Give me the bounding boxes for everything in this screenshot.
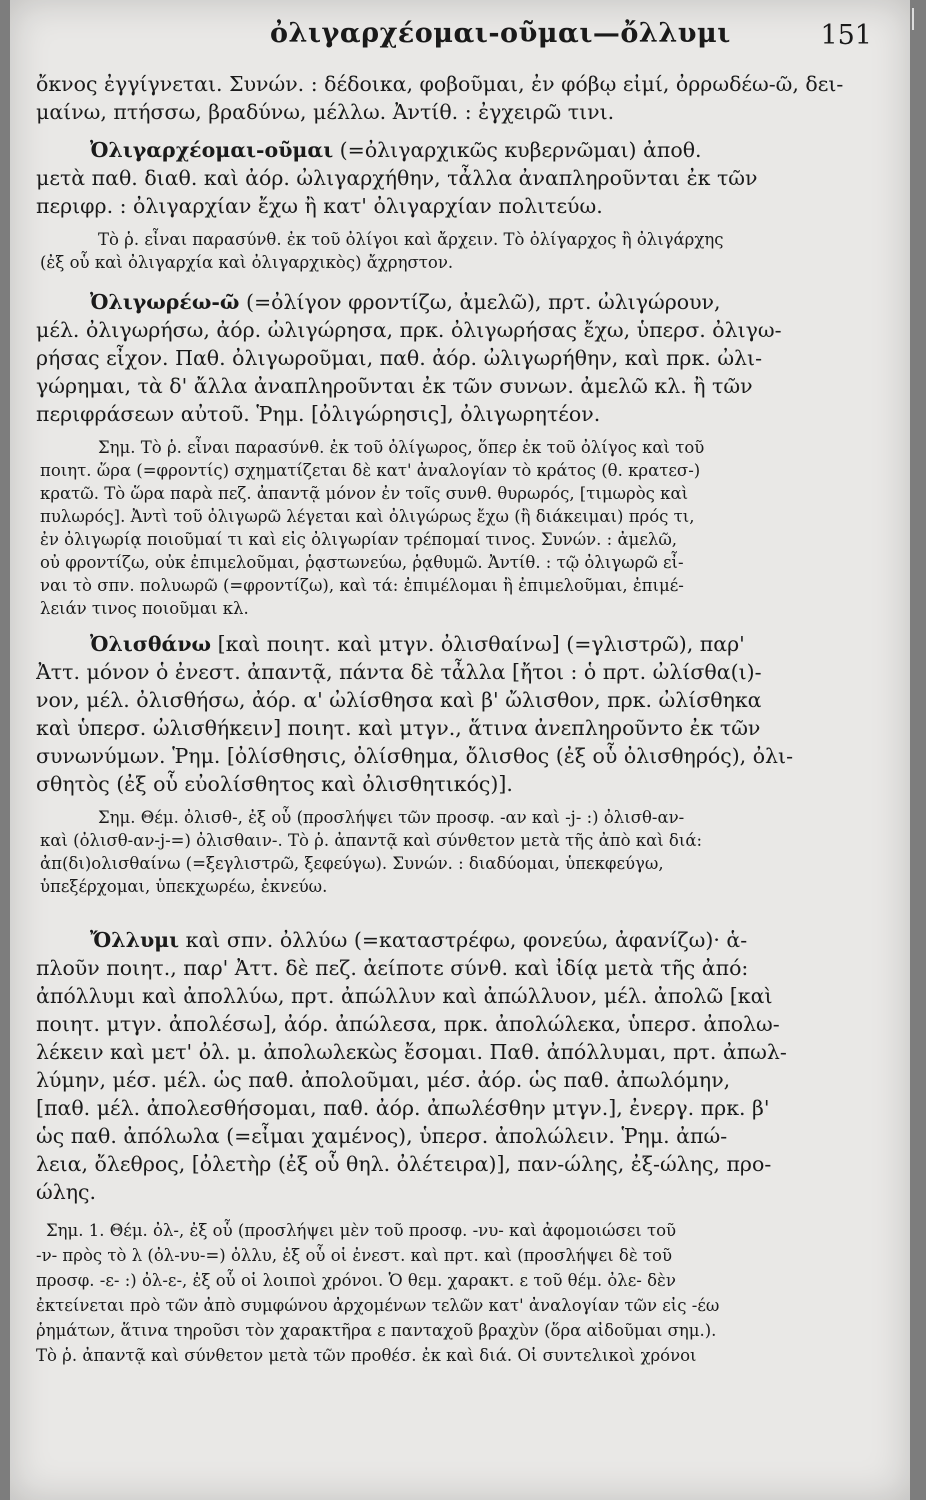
entry-oligoreo-note: [36, 436, 878, 620]
text-line: μετὰ παθ. διαθ. καὶ ἀόρ. ὠλιγαρχήθην, τἆλλα ἀναπληροῦνται ἐκ τῶν: [36, 166, 758, 190]
text-line: ώλης.: [36, 1180, 96, 1204]
text-line: [παθ. μέλ. ἀπολεσθήσομαι, παθ. ἀόρ. ἀπωλέσθην μτγν.], ἐνεργ. πρκ. β': [36, 1096, 770, 1120]
running-header: ὀλιγαρχέομαι-οῦμαι—ὄλλυμι: [270, 18, 731, 49]
page-edge-mark: [912, 8, 914, 30]
entry-lemma: Ὄλλυμι: [90, 928, 180, 952]
text-line: ὡς παθ. ἀπόλωλα (=εἶμαι χαμένος), ὑπερσ. ἀπολώλειν. Ῥημ. ἀπώ-: [36, 1124, 728, 1148]
note-line: ποιητ. ὥρα (=φροντίς) σχηματίζεται δὲ κατ' ἀναλογίαν τὸ κράτος (θ. κρατεσ-): [40, 461, 701, 480]
footnote-line: Σημ. 1. Θέμ. ὀλ-, ἐξ οὗ (προσλήψει μὲν τοῦ προσφ. -νυ- καὶ ἀφομοιώσει τοῦ: [46, 1221, 677, 1240]
footnote-line: -ν- πρὸς τὸ λ (ὀλ-νυ-=) ὀλλυ, ἐξ οὗ οἱ ἐνεστ. καὶ πρτ. καὶ (προσλήψει δὲ τοῦ: [36, 1246, 673, 1265]
entry-oligarchoumai-note: [36, 228, 878, 274]
note-line: ἀπ(δι)ολισθαίνω (=ξεγλιστρῶ, ξεφεύγω). Συνών. : διαδύομαι, ὑπεκφεύγω,: [40, 854, 664, 873]
entry-lemma: Ὀλιγαρχέομαι-οῦμαι: [90, 138, 334, 162]
text-line: περιφράσεων αὐτοῦ. Ῥημ. [ὀλιγώρησις], ὀλιγωρητέον.: [36, 402, 601, 426]
text-line: (=ὀλιγαρχικῶς κυβερνῶμαι) ἀποθ.: [339, 138, 702, 162]
entry-oligarchoumai: [36, 136, 878, 220]
note-line: κρατῶ. Τὸ ὥρα παρὰ πεζ. ἀπαντᾷ μόνον ἐν τοῖς συνθ. θυρωρός, [τιμωρὸς καὶ: [40, 484, 689, 503]
note-line: (ἐξ οὗ καὶ ὀλιγαρχία καὶ ὀλιγαρχικὸς) ἄχρηστον.: [40, 253, 454, 272]
footnote-line: ἐκτείνεται πρὸ τῶν ἀπὸ συμφώνου ἀρχομένων τελῶν κατ' ἀναλογίαν τῶν εἰς -έω: [36, 1296, 720, 1315]
text-line: σθητὸς (ἐξ οὗ εὐολίσθητος καὶ ὀλισθητικός)].: [36, 772, 513, 796]
entry-oligoreo: [36, 288, 878, 428]
continuation-paragraph: [36, 70, 878, 126]
entry-lemma: Ὀλισθάνω: [90, 632, 212, 656]
footnote: [36, 1218, 878, 1368]
text-line: (=ὀλίγον φροντίζω, ἀμελῶ), πρτ. ὠλιγώρουν,: [245, 290, 721, 314]
book-page: [10, 0, 910, 1500]
text-line: λεια, ὄλεθρος, [ὀλετὴρ (ἐξ οὗ θηλ. ὀλέτειρα)], παν-ώλης, ἐξ-ώλης, προ-: [36, 1152, 772, 1176]
note-line: ὑπεξέρχομαι, ὑπεκχωρέω, ἐκνεύω.: [40, 877, 328, 896]
text-line: ἀπόλλυμι καὶ ἀπολλύω, πρτ. ἀπώλλυν καὶ ἀπώλλυον, μέλ. ἀπολῶ [καὶ: [36, 984, 773, 1008]
note-line: ναι τὸ σπν. πολυωρῶ (=φροντίζω), καὶ τά: ἐπιμέλομαι ἢ ἐπιμελοῦμαι, ἐπιμέ-: [40, 576, 684, 595]
note-line: καὶ (ὀλισθ-αν-j-=) ὀλισθαιν-. Τὸ ῥ. ἀπαντᾷ καὶ σύνθετον μετὰ τῆς ἀπὸ καὶ διά:: [40, 831, 703, 850]
text-line: καὶ σπν. ὀλλύω (=καταστρέφω, φονεύω, ἀφανίζω)· ἁ-: [185, 928, 748, 952]
footnote-line: προσφ. -ε- :) ὀλ-ε-, ἐξ οὗ οἱ λοιποὶ χρόνοι. Ὁ θεμ. χαρακτ. ε τοῦ θέμ. ὀλε- δὲν: [36, 1271, 676, 1290]
text-line: Ἀττ. μόνον ὁ ἐνεστ. ἀπαντᾷ, πάντα δὲ τἆλλα [ἤτοι : ὁ πρτ. ὠλίσθα(ι)-: [36, 660, 762, 684]
note-line: λειάν τινος ποιοῦμαι κλ.: [40, 599, 249, 618]
footnote-line: ῥημάτων, ἅτινα τηροῦσι τὸν χαρακτῆρα ε πανταχοῦ βραχὺν (ὅρα αἰδοῦμαι σημ.).: [36, 1321, 717, 1340]
entry-ollymi: [36, 926, 878, 1206]
text-line: ρήσας εἶχον. Παθ. ὀλιγωροῦμαι, παθ. ἀόρ. ὠλιγωρήθην, καὶ πρκ. ὠλι-: [36, 346, 762, 370]
note-line: Σημ. Θέμ. ὀλισθ-, ἐξ οὗ (προσλήψει τῶν προσφ. -αν καὶ -j- :) ὀλισθ-αν-: [98, 808, 685, 827]
note-line: Σημ. Τὸ ῥ. εἶναι παρασύνθ. ἐκ τοῦ ὀλίγωρος, ὅπερ ἐκ τοῦ ὀλίγος καὶ τοῦ: [98, 438, 705, 457]
text-line: μαίνω, πτήσσω, βραδύνω, μέλλω. Ἀντίθ. : ἐγχειρῶ τινι.: [36, 100, 615, 124]
text-line: λέκειν καὶ μετ' ὀλ. μ. ἀπολωλεκὼς ἔσομαι. Παθ. ἀπόλλυμαι, πρτ. ἀπωλ-: [36, 1040, 787, 1064]
text-line: νον, μέλ. ὀλισθήσω, ἀόρ. α' ὠλίσθησα καὶ β' ὤλισθον, πρκ. ὠλίσθηκα: [36, 688, 762, 712]
text-line: πλοῦν ποιητ., παρ' Ἀττ. δὲ πεζ. ἀείποτε σύνθ. καὶ ἰδίᾳ μετὰ τῆς ἀπό:: [36, 956, 749, 980]
entry-olistheno: [36, 630, 878, 798]
note-line: ἐν ὀλιγωρίᾳ ποιοῦμαί τι καὶ εἰς ὀλιγωρίαν τρέπομαί τινος. Συνών. : ἀμελῶ,: [40, 530, 678, 549]
page-number: 151: [820, 20, 872, 51]
entry-lemma: Ὀλιγωρέω-ῶ: [90, 290, 240, 314]
text-line: λύμην, μέσ. μέλ. ὡς παθ. ἀπολοῦμαι, μέσ. ἀόρ. ὡς παθ. ἀπωλόμην,: [36, 1068, 731, 1092]
note-line: Τὸ ῥ. εἶναι παρασύνθ. ἐκ τοῦ ὀλίγοι καὶ ἄρχειν. Τὸ ὀλίγαρχος ἢ ὀλιγάρχης: [98, 230, 724, 249]
footnote-line: Τὸ ῥ. ἀπαντᾷ καὶ σύνθετον μετὰ τῶν προθέσ. ἐκ καὶ διά. Οἱ συντελικοὶ χρόνοι: [36, 1346, 697, 1365]
text-line: περιφρ. : ὀλιγαρχίαν ἔχω ἢ κατ' ὀλιγαρχίαν πολιτεύω.: [36, 194, 603, 218]
text-line: καὶ ὑπερσ. ὠλισθήκειν] ποιητ. καὶ μτγν., ἅτινα ἀνεπληροῦντο ἐκ τῶν: [36, 716, 761, 740]
text-line: συνωνύμων. Ῥημ. [ὀλίσθησις, ὀλίσθημα, ὄλισθος (ἐξ οὗ ὀλισθηρός), ὀλι-: [36, 744, 794, 768]
note-line: οὐ φροντίζω, οὐκ ἐπιμελοῦμαι, ῥᾳστωνεύω, ῥᾳθυμῶ. Ἀντίθ. : τῷ ὀλιγωρῶ εἶ-: [40, 553, 684, 572]
entry-olistheno-note: [36, 806, 878, 898]
text-line: γώρημαι, τὰ δ' ἄλλα ἀναπληροῦνται ἐκ τῶν συνων. ἀμελῶ κλ. ἢ τῶν: [36, 374, 753, 398]
text-line: ποιητ. μτγν. ἀπολέσω], ἀόρ. ἀπώλεσα, πρκ. ἀπολώλεκα, ὑπερσ. ἀπολω-: [36, 1012, 780, 1036]
text-line: ὄκνος ἐγγίγνεται. Συνών. : δέδοικα, φοβοῦμαι, ἐν φόβῳ εἰμί, ὀρρωδέω-ῶ, δει-: [36, 72, 844, 96]
text-line: [καὶ ποιητ. καὶ μτγν. ὀλισθαίνω] (=γλιστρῶ), παρ': [217, 632, 745, 656]
note-line: πυλωρός]. Ἀντὶ τοῦ ὀλιγωρῶ λέγεται καὶ ὀλιγώρως ἔχω (ἢ διάκειμαι) πρός τι,: [40, 507, 695, 526]
text-line: μέλ. ὀλιγωρήσω, ἀόρ. ὠλιγώρησα, πρκ. ὀλιγωρήσας ἔχω, ὑπερσ. ὀλιγω-: [36, 318, 782, 342]
